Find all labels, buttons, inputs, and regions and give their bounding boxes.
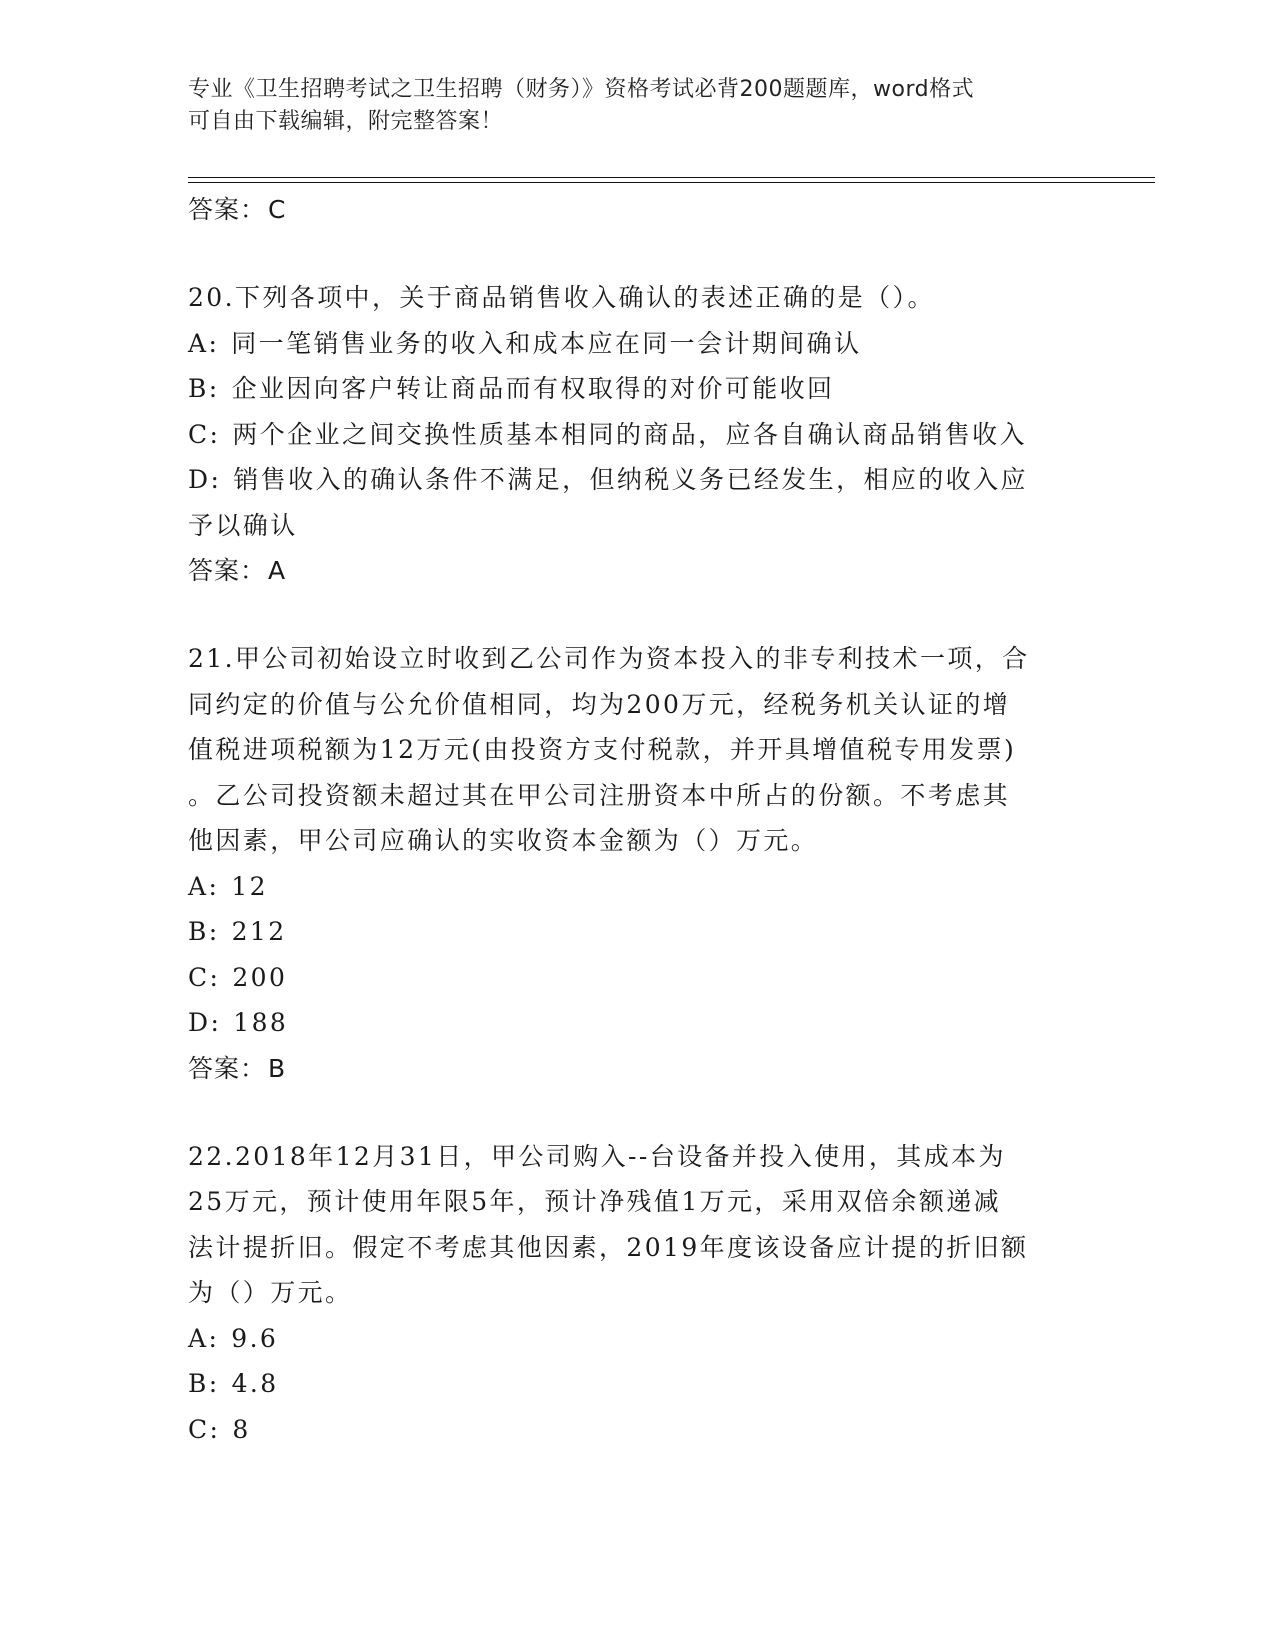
option-line [188,1316,1088,1362]
option-letter: C: [188,1414,221,1444]
answer-label: 答案： [188,556,267,585]
answer-value: A [268,556,287,585]
option-letter: A: [188,871,220,901]
option-line [188,1000,1088,1046]
question-block [188,1134,1088,1453]
previous-answer [188,187,1088,233]
header-line-2: 可自由下载编辑，附完整答案！ [188,109,504,134]
question-answer [188,1046,1088,1092]
option-text: 同一笔销售业务的收入和成本应在同一会计期间确认 [231,328,862,358]
option-text: 9.6 [231,1323,279,1353]
question-block [188,636,1088,1092]
option-line [188,1407,1088,1453]
answer-label: 答案： [188,1053,267,1083]
question-stem-line: 20.下列各项中，关于商品销售收入确认的表述正确的是（）。 [188,283,935,312]
option-text: 12 [231,871,268,901]
option-text: 销售收入的确认条件不满足，但纳税义务已经发生，相应的收入应 [233,465,1028,494]
header-divider-top [188,177,1155,178]
answer-label: 答案： [188,195,267,224]
answer-value: B [268,1053,287,1083]
option-line [188,366,1088,412]
question-stem-line: 法计提折旧。假定不考虑其他因素，2019年度该设备应计提的折旧额 [188,1232,1029,1262]
header-divider-bottom [188,182,1155,183]
option-text: 188 [233,1008,289,1037]
option-letter: C: [188,962,221,992]
option-line [188,1361,1088,1407]
option-letter: B: [188,917,220,946]
question-answer [188,548,1088,594]
option-letter: A: [188,328,220,358]
option-text: 200 [232,962,288,992]
question-stem-line: 22.2018年12月31日，甲公司购入--台设备并投入使用，其成本为 [188,1141,1006,1171]
question-stem-line: 同约定的价值与公允价值相同，均为200万元，经税务机关认证的增 [188,689,1011,719]
option-letter: D: [188,465,222,494]
option-line [188,457,1088,503]
question-list [188,275,1088,1452]
option-text: 8 [232,1414,251,1444]
option-line [188,503,1088,549]
question-stem-line: 为（）万元。 [188,1278,353,1307]
option-line [188,864,1088,910]
option-line [188,909,1088,955]
option-letter: B: [188,374,220,403]
document-body [188,187,1088,1452]
option-line [188,321,1088,367]
question-block [188,275,1088,594]
option-text: 予以确认 [188,510,298,540]
question-stem-line: 值税进项税额为12万元(由投资方支付税款，并开具增值税专用发票) [188,735,1017,764]
option-letter: B: [188,1369,220,1398]
question-stem-line: 21.甲公司初始设立时收到乙公司作为资本投入的非专利技术一项，合 [188,644,1030,673]
option-text: 212 [231,917,287,946]
page-header [188,74,1068,138]
option-text: 两个企业之间交换性质基本相同的商品，应各自确认商品销售收入 [232,419,1027,449]
answer-value: C [268,195,287,224]
option-text: 4.8 [231,1369,279,1398]
question-stem-line: 25万元，预计使用年限5年，预计净残值1万元，采用双倍余额递减 [188,1187,1002,1216]
option-text: 企业因向客户转让商品而有权取得的对价可能收回 [231,374,835,403]
question-stem-line: 他因素，甲公司应确认的实收资本金额为（）万元。 [188,826,819,855]
question-stem-line: 。乙公司投资额未超过其在甲公司注册资本中所占的份额。不考虑其 [188,780,1011,810]
option-line [188,955,1088,1001]
option-letter: A: [188,1323,220,1353]
header-line-1: 专业《卫生招聘考试之卫生招聘（财务）》资格考试必背200题题库，word格式 [188,77,975,102]
option-letter: C: [188,419,221,449]
option-line [188,412,1088,458]
option-letter: D: [188,1008,222,1037]
